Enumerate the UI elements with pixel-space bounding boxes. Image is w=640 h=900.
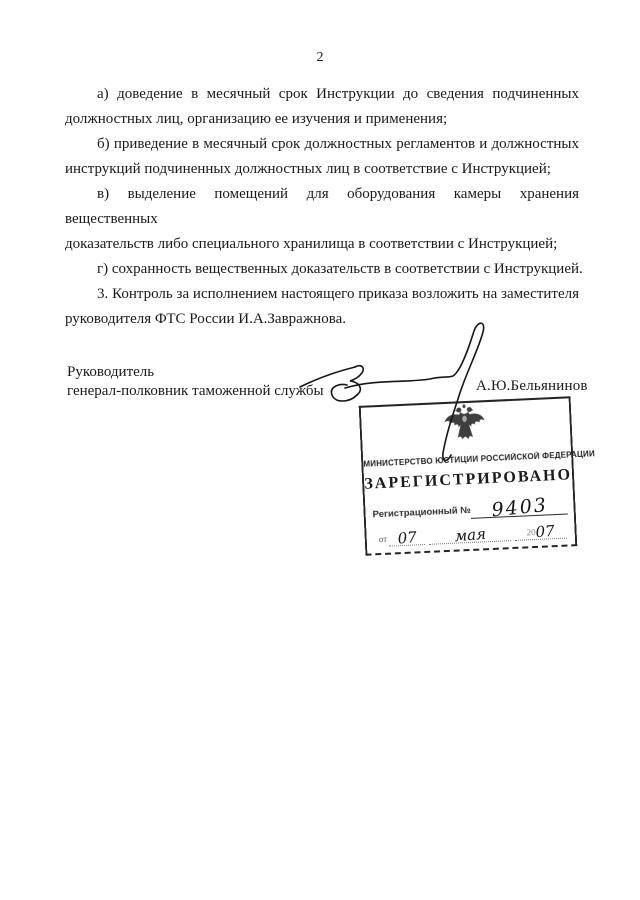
stamp-reg-number-label: Регистрационный № <box>372 504 472 521</box>
stamp-date-year-field <box>514 522 567 541</box>
stamp-date-month: мая <box>453 524 487 546</box>
signature-title-line1: Руководитель <box>67 364 155 380</box>
text-line: а) доведение в месячный срок Инструкции до сведения подчиненных <box>97 86 579 102</box>
signatory-name: А.Ю.Бельянинов <box>476 378 588 394</box>
stamp-date-month-field <box>429 524 511 545</box>
stamp-date-year: 07 <box>534 521 556 542</box>
russia-coat-of-arms-icon <box>442 402 488 446</box>
stamp-ministry-text: МИНИСТЕРСТВО ЮСТИЦИИ РОССИЙСКОЙ ФЕДЕРАЦИИ <box>363 449 596 469</box>
text-line: г) сохранность вещественных доказательств в соответствии с Инструкцией. <box>97 261 583 277</box>
text-line: должностных лиц, организацию ее изучения и применения; <box>65 111 448 127</box>
text-line: доказательств либо специального хранилища в соответствии с Инструкцией; <box>65 236 558 252</box>
stamp-date-day-field <box>389 528 426 547</box>
stamp-date-line <box>378 522 567 548</box>
document-body <box>65 82 583 332</box>
stamp-reg-number-field <box>470 494 567 522</box>
stamp-reg-number-value: 9403 <box>490 494 549 522</box>
stamp-date-day: 07 <box>396 528 418 548</box>
signature-title-line2: генерал-полковник таможенной службы <box>67 383 324 399</box>
signature-title <box>67 363 324 401</box>
text-line: руководителя ФТС России И.А.Завражнова. <box>65 311 347 327</box>
stamp-date-prefix: от <box>378 533 388 545</box>
page-number: 2 <box>316 50 324 65</box>
text-line: б) приведение в месячный срок должностных регламентов и должностных <box>97 136 579 152</box>
registration-stamp <box>359 396 596 555</box>
text-line: в) выделение помещений для оборудования камеры хранения вещественных <box>65 186 579 227</box>
stamp-registered-text: ЗАРЕГИСТРИРОВАНО <box>364 466 573 493</box>
text-line: 3. Контроль за исполнением настоящего приказа возложить на заместителя <box>97 286 579 302</box>
stamp-reg-number-line <box>372 495 568 524</box>
text-line: инструкций подчиненных должностных лиц в соответствие с Инструкцией; <box>65 161 551 177</box>
stamp-date-year-prefix: 20 <box>526 526 536 538</box>
